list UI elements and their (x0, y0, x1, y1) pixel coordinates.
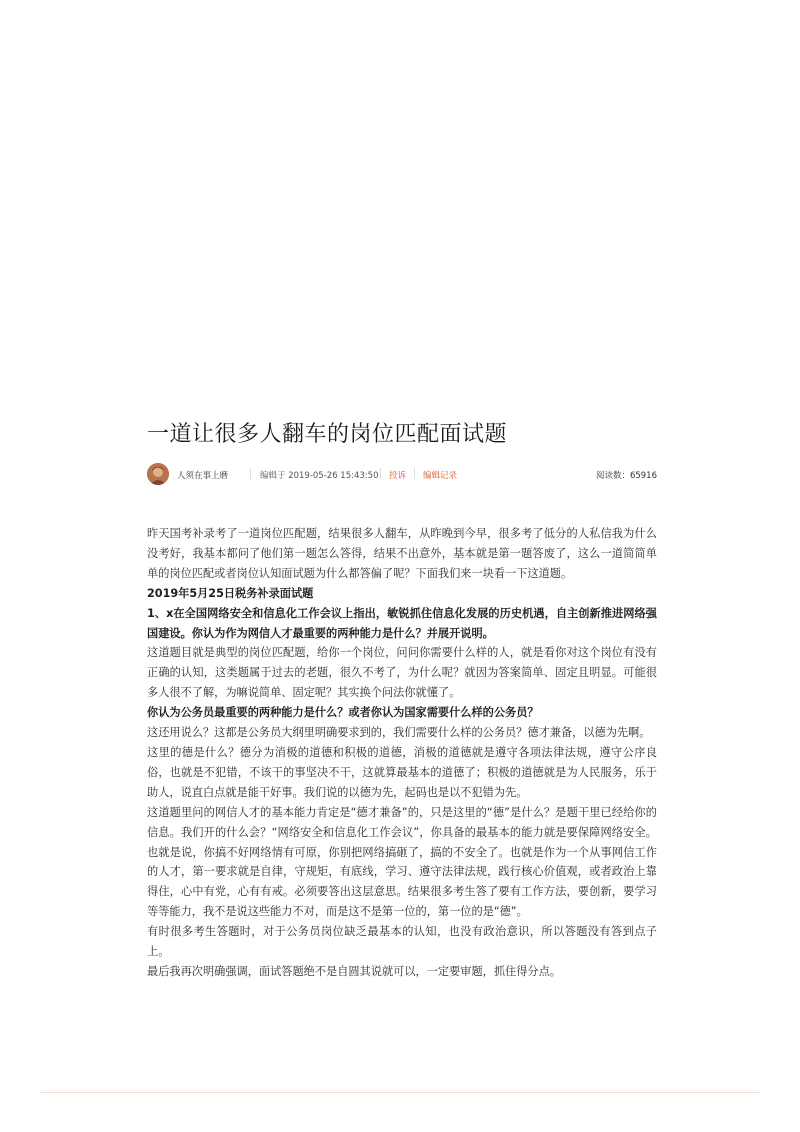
read-count: 阅读数：65916 (595, 471, 657, 481)
paragraph-intro: 昨天国考补录考了一道岗位匹配题，结果很多人翻车，从昨晚到今早，很多考了低分的人私信我为什么没考好，我基本都问了他们第一题怎么答得，结果不出意外，基本就是第一题答废了，这么一道简简单单的岗位匹配或者岗位认知面试题为什么都答偏了呢？下面我们来一块看一下这道题。 (147, 527, 657, 580)
paragraph-conclusion: 最后我再次明确强调，面试答题绝不是自圆其说就可以，一定要审题，抓住得分点。 (147, 964, 561, 978)
edit-history-link[interactable]: 编辑记录 (423, 471, 458, 481)
avatar-image (147, 463, 169, 485)
edit-time: 编辑于 2019-05-26 15:43:50 (260, 471, 379, 481)
author-name[interactable]: 人须在事上磨 (177, 471, 229, 481)
meta-divider (414, 468, 415, 479)
article (147, 420, 657, 982)
paragraph-common-mistake: 有时很多考生答题时，对于公务员岗位缺乏最基本的认知，也没有政治意识，所以答题没有答到点子上。 (147, 925, 657, 959)
meta-divider (250, 468, 251, 479)
footer-divider (40, 1092, 760, 1093)
avatar[interactable] (147, 463, 169, 485)
report-link[interactable]: 投诉 (389, 471, 407, 481)
question-text: 1、x在全国网络安全和信息化工作会议上指出，敏锐抓住信息化发展的历史机遇，自主创新推进网络强国建设。你认为作为网信人才最重要的两种能力是什么？并展开说明。 (147, 606, 657, 640)
exam-heading: 2019年5月25日税务补录面试题 (147, 586, 314, 600)
article-title: 一道让很多人翻车的岗位匹配面试题 (147, 422, 508, 447)
paragraph-analysis: 这道题目就是典型的岗位匹配题，给你一个岗位，问问你需要什么样的人，就是看你对这个岗位有没有正确的认知，这类题属于过去的老题，很久不考了，为什么呢？就因为答案简单、固定且明显。可能很多人很不了解，为嘛说简单、固定呢？其实换个问法你就懂了。 (147, 646, 657, 700)
rephrased-question: 你认为公务员最重要的两种能力是什么？或者你认为国家需要什么样的公务员？ (147, 706, 539, 720)
meta-divider (380, 468, 381, 479)
article-meta (147, 463, 657, 491)
article-body (147, 524, 657, 982)
paragraph-explanation: 这道题里问的网信人才的基本能力肯定是“德才兼备”的，只是这里的“德”是什么？是题干里已经给你的信息。我们开的什么会？“网络安全和信息化工作会议”，你具备的最基本的能力就是要保障网络安全。也就是说，你搞不好网络情有可原，你别把网络搞砸了，搞的不安全了。也就是作为一个从事网信工作的人才，第一要求就是自律，守规矩，有底线，学习、遵守法律法规，践行核心价值观，或者政治上靠得住，心中有党，心有有戒。必须要答出这层意思。结果很多考生答了要有工作方法，要创新，要学习等等能力，我不是说这些能力不对，而是这不是第一位的，第一位的是“德”。 (147, 805, 657, 919)
paragraph-virtue: 这里的德是什么？德分为消极的道德和积极的道德，消极的道德就是遵守各项法律法规，遵守公序良俗，也就是不犯错，不该干的事坚决不干，这就算最基本的道德了；积极的道德就是为人民服务，乐于助人，说直白点就是能干好事。我们说的以德为先，起码也是以不犯错为先。 (147, 745, 657, 799)
paragraph-answer: 这还用说么？这都是公务员大纲里明确要求到的，我们需要什么样的公务员？德才兼备，以德为先啊。 (147, 726, 651, 740)
